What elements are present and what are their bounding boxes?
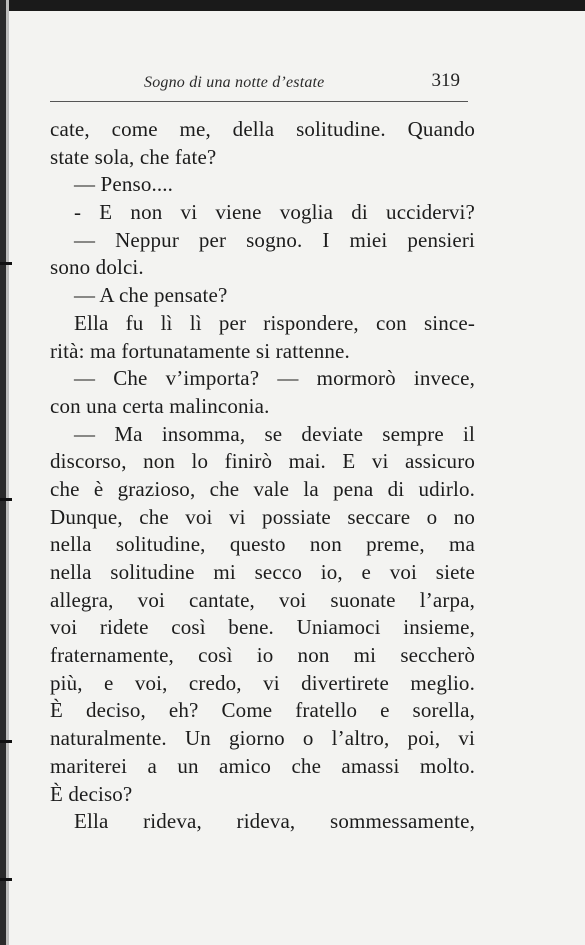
page-header (52, 68, 468, 98)
text-line: Ella rideva, rideva, sommessamente, (74, 809, 475, 834)
text-line: fraternamente, così io non mi seccherò (50, 643, 475, 668)
text-line: mariterei a un amico che amassi molto. (50, 753, 475, 778)
text-line: cate, come me, della solitudine. Quando (50, 117, 475, 141)
body-text (50, 116, 475, 836)
scan-top-edge (0, 0, 585, 11)
text-line: più, e voi, credo, vi divertirete meglio. (50, 670, 475, 695)
text-line: nella solitudine mi secco io, e voi siete (50, 560, 475, 584)
page-number: 319 (431, 70, 460, 91)
text-line: nella solitudine, questo non preme, ma (50, 532, 475, 557)
text-line: allegra, voi cantate, voi suonate l’arpa, (50, 587, 475, 612)
header-rule (50, 101, 468, 102)
text-line: — Neppur per sogno. I miei pensieri (74, 227, 475, 252)
text-line: Dunque, che voi vi possiate seccare o no (50, 504, 475, 529)
text-line: È deciso? (50, 781, 133, 806)
binding-mark (0, 498, 12, 501)
binding-mark (0, 262, 12, 265)
text-line: voi ridete così bene. Uniamoci insieme, (50, 615, 475, 640)
text-line: che è grazioso, che vale la pena di udirlo. (50, 476, 475, 501)
text-line: — Ma insomma, se deviate sempre il (74, 421, 475, 446)
text-line: — A che pensate? (74, 283, 228, 308)
text-line: discorso, non lo finirò mai. E vi assicuro (50, 449, 475, 474)
text-line: con una certa malinconia. (50, 393, 270, 418)
text-line: — Penso.... (74, 172, 174, 197)
text-line: È deciso, eh? Come fratello e sorella, (50, 698, 475, 723)
scan-left-edge-shadow (6, 0, 9, 945)
text-line: rità: ma fortunatamente si rattenne. (50, 338, 350, 363)
text-line: naturalmente. Un giorno o l’altro, poi, vi (50, 726, 475, 751)
text-line: — Che v’importa? — mormorò invece, (74, 366, 475, 391)
binding-mark (0, 740, 12, 743)
text-line: Ella fu lì lì per rispondere, con since- (74, 310, 475, 335)
running-title: Sogno di una notte d’estate (144, 74, 325, 91)
text-line: state sola, che fate? (50, 144, 217, 169)
text-line: sono dolci. (50, 255, 144, 280)
binding-mark (0, 878, 12, 881)
text-line: - E non vi viene voglia di uccidervi? (74, 200, 475, 225)
